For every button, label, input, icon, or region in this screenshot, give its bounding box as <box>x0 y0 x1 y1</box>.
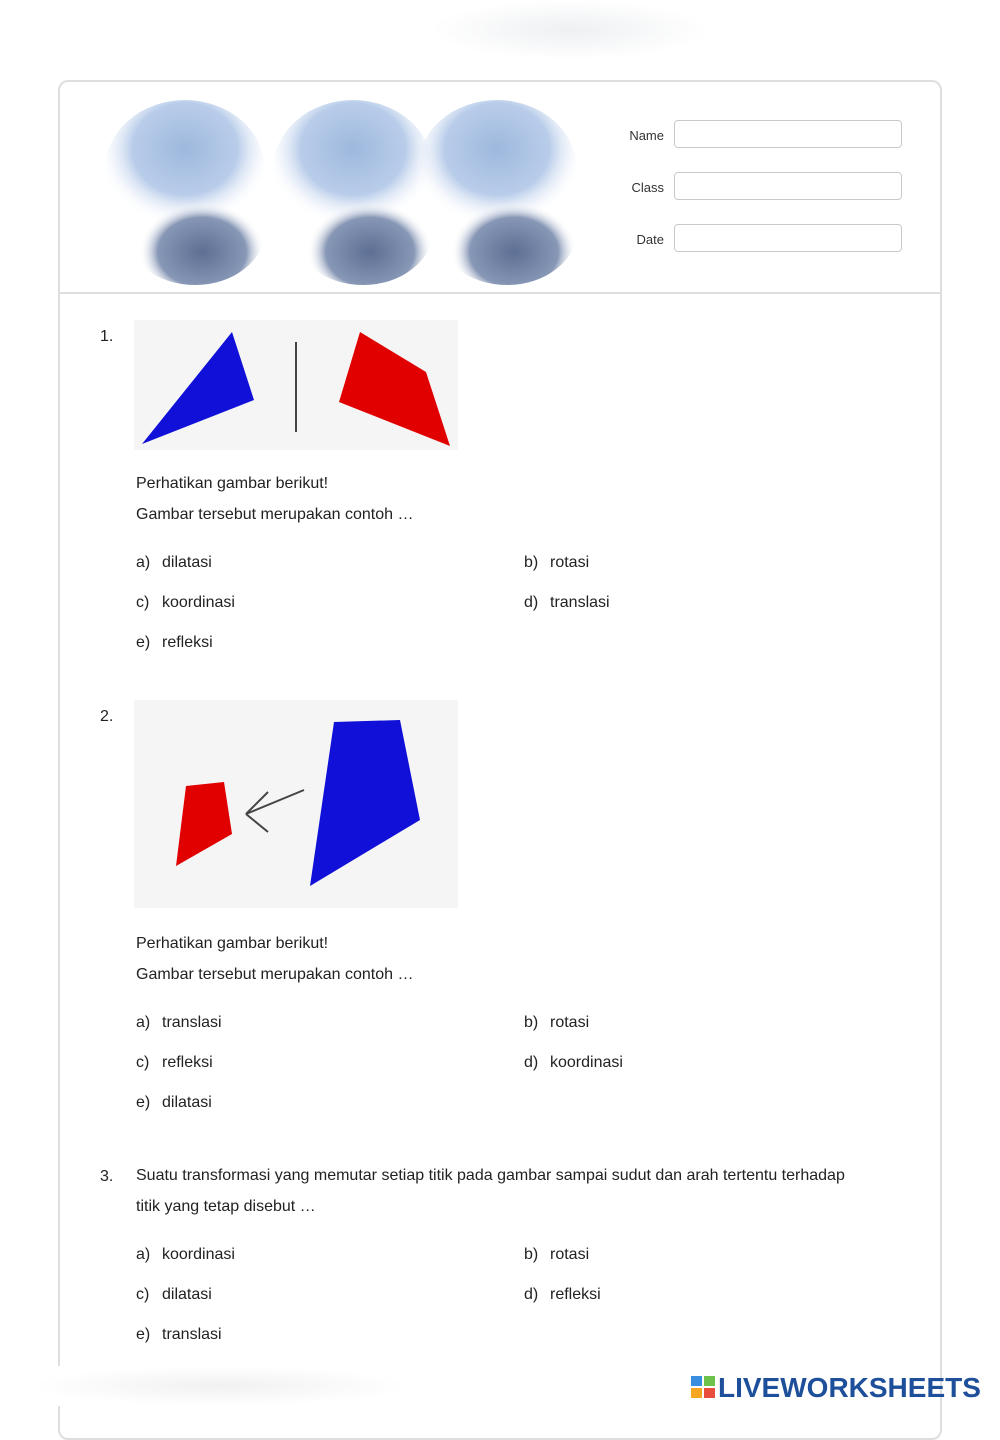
dilation-diagram-icon <box>134 700 458 908</box>
option-letter: b) <box>524 1246 539 1263</box>
option-e[interactable] <box>136 1094 212 1112</box>
option-c[interactable] <box>136 594 235 612</box>
option-letter: b) <box>524 554 539 571</box>
class-field-row <box>620 172 904 204</box>
option-letter: a) <box>136 1246 151 1263</box>
watercolor-splash-image <box>412 100 582 290</box>
option-text: dilatasi <box>162 1094 212 1111</box>
option-text: rotasi <box>550 1246 590 1263</box>
worksheet-page <box>58 80 942 1440</box>
option-text: translasi <box>162 1014 222 1031</box>
bottom-blur-decoration <box>30 1366 410 1406</box>
option-c[interactable] <box>136 1286 212 1304</box>
option-d[interactable] <box>524 1054 623 1072</box>
option-b[interactable] <box>524 1014 589 1032</box>
option-letter: e) <box>136 1326 151 1343</box>
option-text: rotasi <box>550 1014 590 1031</box>
question-text <box>136 1160 916 1222</box>
class-label: Class <box>631 180 664 195</box>
option-letter: c) <box>136 594 150 611</box>
question-number: 3. <box>100 1168 114 1185</box>
option-b[interactable] <box>524 554 589 572</box>
option-letter: c) <box>136 1054 150 1071</box>
option-letter: e) <box>136 1094 151 1111</box>
question-line: titik yang tetap disebut … <box>136 1198 316 1215</box>
option-a[interactable] <box>136 1014 222 1032</box>
option-text: translasi <box>550 594 610 611</box>
option-text: koordinasi <box>550 1054 623 1071</box>
date-label: Date <box>636 232 664 247</box>
option-d[interactable] <box>524 594 610 612</box>
name-field-row <box>620 120 904 152</box>
option-text: koordinasi <box>162 1246 235 1263</box>
option-letter: d) <box>524 1054 539 1071</box>
question-line: Gambar tersebut merupakan contoh … <box>136 966 414 983</box>
option-text: dilatasi <box>162 1286 212 1303</box>
option-a[interactable] <box>136 1246 235 1264</box>
logo-text: LIVEWORKSHEETS <box>718 1372 981 1403</box>
option-text: translasi <box>162 1326 222 1343</box>
option-letter: d) <box>524 594 539 611</box>
option-letter: e) <box>136 634 151 651</box>
question-line: Perhatikan gambar berikut! <box>136 475 329 492</box>
date-input[interactable] <box>674 224 902 252</box>
date-field-row <box>620 224 904 256</box>
option-letter: a) <box>136 554 151 571</box>
option-text: dilatasi <box>162 554 212 571</box>
question-text <box>136 468 916 530</box>
question-number: 2. <box>100 708 114 725</box>
question-text <box>136 928 916 990</box>
question-line: Suatu transformasi yang memutar setiap titik pada gambar sampai sudut dan arah tertentu terhadap <box>136 1167 845 1184</box>
option-e[interactable] <box>136 634 213 652</box>
option-letter: a) <box>136 1014 151 1031</box>
question-line: Gambar tersebut merupakan contoh … <box>136 506 414 523</box>
option-letter: b) <box>524 1014 539 1031</box>
option-b[interactable] <box>524 1246 589 1264</box>
option-text: koordinasi <box>162 594 235 611</box>
worksheet-header <box>60 82 940 294</box>
question-number: 1. <box>100 328 114 345</box>
option-c[interactable] <box>136 1054 213 1072</box>
name-input[interactable] <box>674 120 902 148</box>
class-input[interactable] <box>674 172 902 200</box>
option-d[interactable] <box>524 1286 601 1304</box>
option-e[interactable] <box>136 1326 222 1344</box>
name-label: Name <box>629 128 664 143</box>
reflection-diagram-icon <box>134 320 458 450</box>
option-letter: c) <box>136 1286 150 1303</box>
option-text: rotasi <box>550 554 590 571</box>
top-blur-decoration <box>430 0 710 60</box>
question-line: Perhatikan gambar berikut! <box>136 935 329 952</box>
watercolor-splash-image <box>100 100 270 290</box>
liveworksheets-logo-icon <box>690 1374 716 1400</box>
option-a[interactable] <box>136 554 212 572</box>
option-letter: d) <box>524 1286 539 1303</box>
option-text: refleksi <box>162 1054 213 1071</box>
liveworksheets-logo[interactable] <box>690 1372 981 1408</box>
option-text: refleksi <box>550 1286 601 1303</box>
option-text: refleksi <box>162 634 213 651</box>
